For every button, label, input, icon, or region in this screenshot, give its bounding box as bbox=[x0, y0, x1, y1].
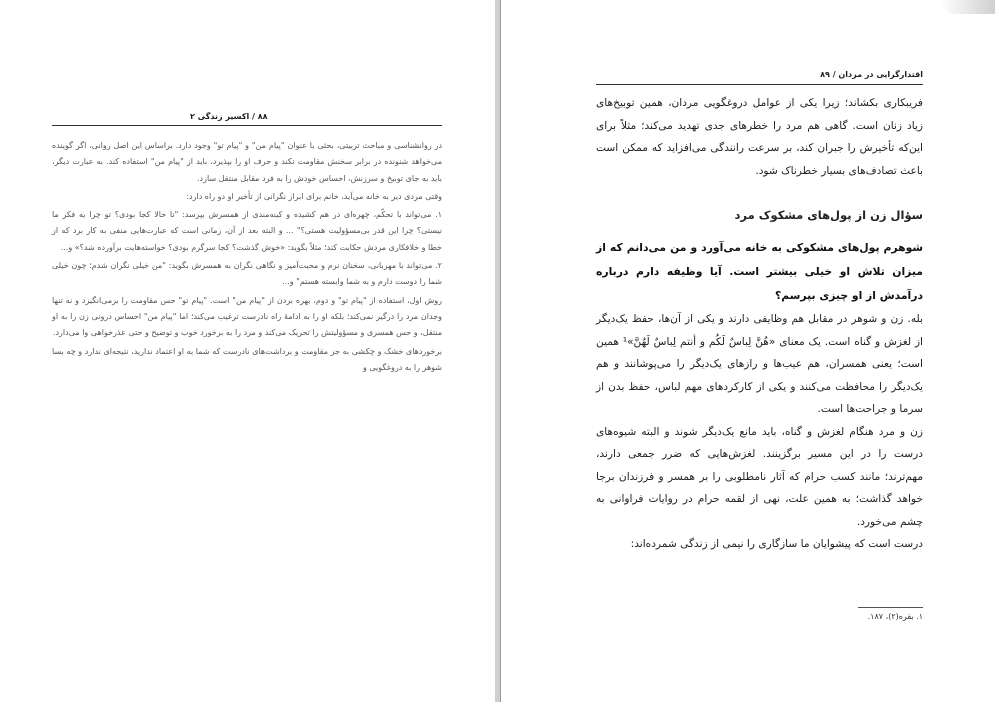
right-page-body bbox=[596, 92, 923, 556]
right-header-rule bbox=[596, 84, 923, 85]
left-header-rule bbox=[52, 125, 442, 126]
section-title: سؤال زن از پول‌های مشکوک مرد bbox=[734, 208, 923, 222]
left-paragraph: روش اول، استفاده از "پیام تو" و دوم، بهره بردن از "پیام من" است. "پیام تو" حس مقاومت را برمی‌انگیزد و نه تنها وجدان مرد را درگیر نمی‌کند؛ بلکه او را به ادامهٔ راه نادرست ترغیب می‌کند؛ اما "پیام من" احساس درونی زن را به او منتقل، و حس همسری و مسؤولیتش را تحریک می‌کند و مرد را به برخورد خوب و توضیح و حتی عذرخواهی وا می‌دارد. bbox=[52, 295, 442, 338]
left-paragraph: وقتی مردی دیر به خانه می‌آید، خانم برای ابراز نگرانی از تأخیر او دو راه دارد: bbox=[186, 191, 442, 201]
left-paragraph: ۱. می‌تواند با تحکّم، چهره‌ای در هم کشیده و کینه‌مندی از همسرش بپرسد: "تا حالا کجا بودی؟ تو چرا به فکر ما نیستی؟ چرا این قدر بی‌مسؤولیت هستی؟" ... و البته بعد از آن، زمانی است که عبارت‌هایی منفی به کار برد که از خطا و خلافکاری مردش حکایت کند؛ مثلاً بگوید: «خوش گذشت؟ کجا سرگرم بودی؟ خواسته‌هایت برآورده شد؟» و... bbox=[52, 210, 442, 252]
right-page-header: اقتدارگرایی در مردان / ۸۹ bbox=[820, 70, 923, 79]
answer-paragraph: درست است که پیشوایان ما سازگاری را نیمی از زندگی شمرده‌اند: bbox=[630, 538, 923, 550]
left-paragraph: برخوردهای خشک و چکشی به جز مقاومت و برداشت‌های نادرست که شما به او اعتماد ندارید، نتیجه‌ای ندارد و چه بسا شوهر را به دروغگویی و bbox=[52, 346, 442, 372]
left-paragraph: در روانشناسی و مباحث تربیتی، بحثی با عنوان "پیام من" و "پیام تو" وجود دارد. براساس این اصل روانی، اگر گوینده می‌خواهد شنونده در برابر سخنش مقاومت نکند و حرف او را بپذیرد، باید از "پیام من" استفاده کند. به عبارت دیگر، باید به جای توبیخ و سرزنش، احساس خودش را به فرد مقابل منتقل سازد. bbox=[52, 141, 442, 183]
left-page-header: ۸۸ / اکسیر زندگی ۲ bbox=[190, 112, 268, 121]
page-corner-shadow bbox=[940, 0, 995, 14]
footnote-rule bbox=[858, 607, 923, 608]
answer-paragraph: بله. زن و شوهر در مقابل هم وظایفی دارند و یکی از آن‌ها، حفظ یک‌دیگر از لغزش و گناه است. یک معنای «هُنَّ لِباسٌ لَکُم و أنتم لِباسٌ لَهُنَّ»¹ همین است؛ یعنی همسران، هم عیب‌ها و رازهای یک‌دیگر را می‌پوشانند و هم یک‌دیگر را محافظت می‌کنند و یکی از کارکردهای مهم لباس، حفظ بدن از سرما و جراحت‌ها است. bbox=[596, 313, 924, 415]
question-paragraph: شوهرم پول‌های مشکوکی به خانه می‌آورد و من می‌دانم که از میزان تلاش او خیلی بیشتر است. آیا وظیفه دارم درباره درآمدش از او چیزی بپرسم؟ bbox=[596, 241, 923, 302]
left-paragraph: ۲. می‌تواند با مهربانی، سخنان نرم و محبت‌آمیز و نگاهی نگران به همسرش بگوید: "من خیلی نگران شدم؛ چون خیلی شما را دوست دارم و به شما وابسته هستم" و... bbox=[52, 261, 442, 287]
footnote: ۱. بقره(۲)، ۱۸۷. bbox=[867, 612, 923, 621]
intro-paragraph: فریبکاری بکشاند؛ زیرا یکی از عوامل دروغگویی مردان، همین توبیخ‌های زیاد زنان است. گاهی هم مرد را خطرهای جدی تهدید می‌کند؛ مثلاً برای این‌که تأخیرش را جبران کند، بر سرعت رانندگی می‌افزاید که ممکن است باعث تصادف‌های بسیار خطرناک شود. bbox=[596, 97, 923, 177]
answer-paragraph: زن و مرد هنگام لغزش و گناه، باید مانع یک‌دیگر شوند و البته شیوه‌های درست را در این مسیر برگزینند. لغزش‌هایی که ضرر جمعی دارند، مهم‌ترند؛ مانند کسب حرام که آثار نامطلوبی را بر همسر و فرزندان برجا خواهد گذاشت؛ به همین علت، نهی از لقمه حرام در روایات فراوانی به چشم می‌خورد. bbox=[596, 425, 923, 528]
left-page-body bbox=[52, 138, 442, 378]
